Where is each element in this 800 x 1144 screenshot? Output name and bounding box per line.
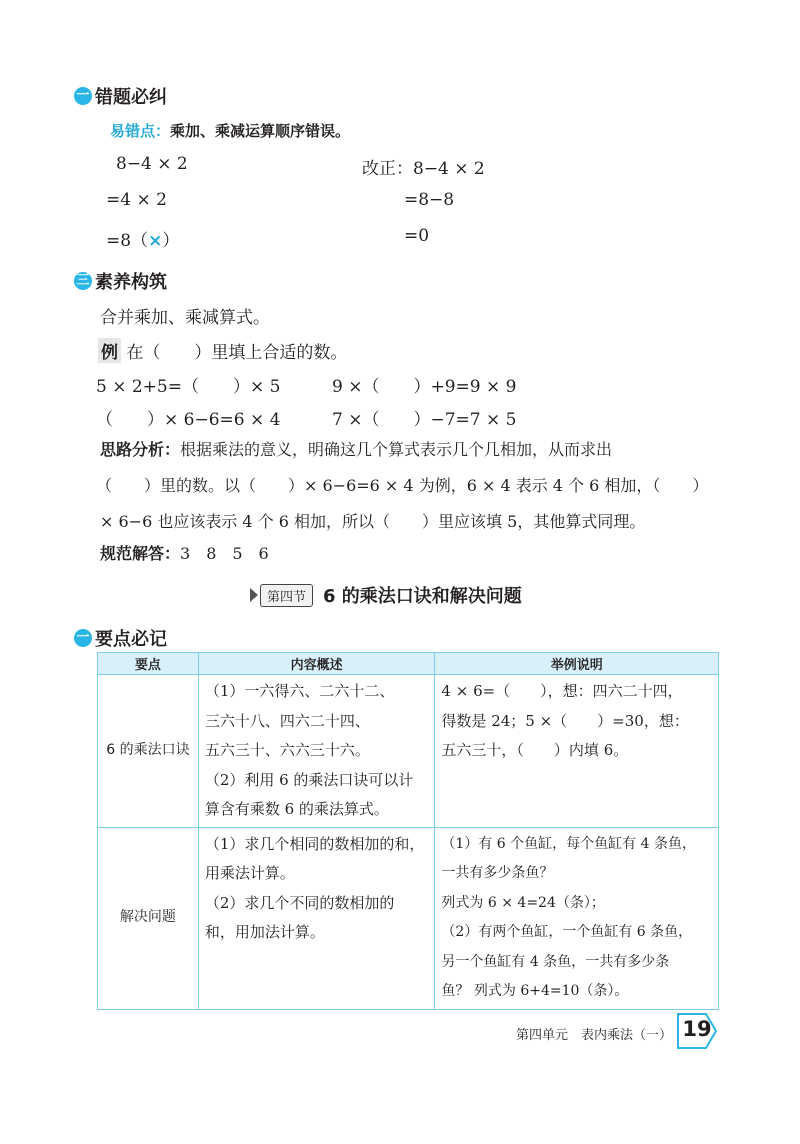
answer-values: 3 8 5 6	[180, 544, 269, 563]
table-header-cell: 举例说明	[435, 653, 719, 675]
section-heading-keypoints	[74, 625, 167, 651]
mistake-note	[110, 120, 350, 141]
correct-step-1: 改正：8−4 × 2	[362, 159, 485, 179]
row-example: （1）有 6 个鱼缸，每个鱼缸有 4 条鱼， 一共有多少条鱼？ 列式为 6 × 4=24（条）； （2）有两个鱼缸，一个鱼缸有 6 条鱼， 另一个鱼缸有 4 条鱼，一共有多少条 鱼？ 列式为 6+4=10（条）。	[435, 827, 719, 1009]
wrong-step-2: =4 × 2	[106, 190, 167, 210]
example-text: 在（ ）里填上合适的数。	[126, 343, 348, 363]
table-row	[98, 675, 719, 828]
subsection-banner	[250, 582, 522, 608]
section-title: 素养构筑	[95, 272, 167, 293]
wrong-step-1: 8−4 × 2	[116, 154, 188, 174]
section-number-badge: 一	[74, 629, 92, 647]
analysis-line-1: 思路分析：根据乘法的意义，明确这几个算式表示几个几相加，从而求出	[100, 440, 613, 459]
example-label: 例	[98, 338, 121, 363]
section-title: 要点必记	[95, 629, 167, 650]
analysis-label: 思路分析：	[100, 440, 181, 459]
table-header-cell: 要点	[98, 653, 199, 675]
section-heading-literacy	[74, 268, 167, 294]
equation-3: （ ）× 6−6=6 × 4	[96, 410, 281, 430]
note-label: 易错点：	[110, 122, 171, 140]
wrong-mark-icon: ×	[148, 231, 163, 251]
equation-4: 7 ×（ ）−7=7 × 5	[332, 410, 517, 430]
section-number-badge: 一	[74, 87, 92, 105]
key-points-table	[97, 652, 719, 1010]
answer-line	[100, 536, 269, 572]
row-key: 解决问题	[98, 827, 199, 1009]
table-header-row	[98, 653, 719, 675]
table-header-cell: 内容概述	[198, 653, 435, 675]
analysis-line-2: （ ）里的数。以（ ）× 6−6=6 × 4 为例，6 × 4 表示 4 个 6 相加，（ ）	[96, 476, 709, 495]
section-heading-mistakes	[74, 83, 167, 109]
wrong-step-3: =8（×）	[106, 231, 180, 251]
section-number-badge: 三	[74, 272, 92, 290]
answer-label: 规范解答：	[100, 544, 181, 563]
triangle-arrow-icon	[250, 588, 258, 602]
subsection-title: 6 的乘法口诀和解决问题	[323, 586, 522, 607]
section-title: 错题必纠	[95, 87, 167, 108]
correct-label: 改正：	[362, 159, 413, 179]
example-prompt	[98, 338, 347, 363]
note-text: 乘加、乘减运算顺序错误。	[170, 122, 351, 140]
row-example: 4 × 6=（ ），想：四六二十四， 得数是 24；5 ×（ ）=30，想： 五六三十，（ ）内填 6。	[435, 675, 719, 828]
equation-1: 5 × 2+5=（ ）× 5	[96, 377, 281, 397]
footer-unit-title: 第四单元 表内乘法（一）	[516, 1028, 673, 1043]
row-key: 6 的乘法口诀	[98, 675, 199, 828]
intro-text: 合并乘加、乘减算式。	[100, 308, 270, 328]
table-row	[98, 827, 719, 1009]
equation-2: 9 ×（ ）+9=9 × 9	[332, 377, 517, 397]
row-content: （1）求几个相同的数相加的和， 用乘法计算。 （2）求几个不同的数相加的 和，用加法计算。	[198, 827, 435, 1009]
row-content: （1）一六得六、二六十二、 三六十八、四六二十四、 五六三十、六六三十六。 （2）利用 6 的乘法口诀可以计 算含有乘数 6 的乘法算式。	[198, 675, 435, 828]
subsection-tag: 第四节	[260, 584, 313, 607]
page-number: 19	[676, 1011, 718, 1051]
correct-step-2: =8−8	[404, 190, 455, 210]
analysis-line-3: × 6−6 也应该表示 4 个 6 相加，所以（ ）里应该填 5，其他算式同理。	[100, 512, 646, 531]
correct-step-3: =0	[404, 226, 430, 246]
